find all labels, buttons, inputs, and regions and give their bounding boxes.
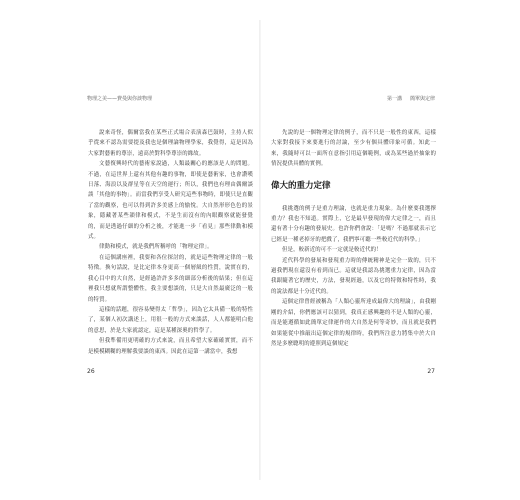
page-number: 26: [87, 368, 95, 375]
body-text: [271, 128, 436, 349]
paragraph: 但我準備用更明確的方式來說，而且希望大家確確實實，而不是模模糊糊的理解我要談的東西。因此在這第一講當中，我想: [88, 338, 253, 355]
paragraph: 文藝復興時代的藝術家說過，人類最關心的應該是人的問題。不過，在這世界上還有其他有趣的事物，即使是藝術家，也會讚嘆日落、海浪以及群星等在天空的運行；所以，我們也有理由偶爾談談「其他的事物」。而當我們享受人研究這些事物時，即使只是直觀了當的觀察，也可以得到許多美感上的愉悅。大自然形形色色的景象，隱藏著某些韻律和模式，不是生而沒有的內眼觀察就能發覺的，而是透過仔細的分析之後，才能進一步「看見」那些律動和模式。: [88, 161, 253, 241]
paragraph: 我挑選的例子是重力理論，也就是重力現象。為什麼要我選擇重力？我也不知道。實際上，它是最早發現的偉大定律之一，而且還有著十分有趣的發展史。也許你們會說：「是嗎？不過那就表示它已經是一種老掉牙的把戲了，我們寧可聽一些較近代的科學。」: [271, 205, 436, 243]
paragraph: 說來奇怪，偶爾當我在某些正式場合表演森巴鼓時，主持人似乎從來不認為需要提及我也是個理論物理學家，我覺得，這是因為大家對藝術的尊崇，遠高於對科學尊崇的緣故。: [88, 130, 253, 157]
right-page: [261, 0, 520, 500]
book-title: 物理之美——費曼與你談物理: [87, 96, 153, 102]
running-head: [87, 96, 152, 102]
paragraph: 律動和模式，就是我們所稱呼的「物理定律」。: [99, 244, 213, 251]
chapter-title: 簡單與定律: [409, 96, 435, 102]
paragraph: 在這個講座裡，我要和各位探討的，就是這些物理定律的一般特徵。換句話說，是比定律本身更高一個層級的性質，說實在的，我心目中的大自然，是經過許許多多的細部分析後的結果；但在這裡我只想就所謂整體性，我主要想談的，只是大自然最廣泛的一般的特質。: [88, 254, 253, 303]
left-page: [0, 0, 259, 500]
running-head: [387, 96, 435, 102]
paragraph: 先說的是一個物理定律的例子，而不只是一般性的東西，這樣大家對我接下來要進行的討論，至少有個具體印象可循。知此一來，我隨時可以一面所在意指引用這個範例，或為某些過於抽象的情況提供具體的實例。: [271, 130, 436, 168]
paragraph: 但是，較新近的可不一定就是較近代的！: [282, 247, 382, 254]
body-text: [88, 128, 253, 357]
paragraph: 近代科學的發展和發現重力時的傳統精神是完全一致的，只不過我們現在還沒有看到而已。這就是我認為挑選重力定律，因為當我跟隨著它的歷史，方法，發現經過，以及它的特徵和特性時，我的說法都是十分近代的。: [271, 257, 436, 295]
chapter-label: 第一講: [386, 96, 402, 102]
paragraph: 這個定律曾經被稱為「人類心靈所達成最偉大的理論」，由我剛剛的介紹，你們應該可以猜到，我真正感興趣的不是人類的心靈，而是能遵循如此簡單定律運作的大自然是何等奇妙，而且就是我們如果能從中推敲出這個定律的規律時，我們所注意力將集中於大自然是多麼聰明的遵照到這個規定: [271, 299, 436, 347]
paragraph: 這樣的話題，很容易變得太「哲學」，因為它太具備一般的特性了，某個人初次講述上，用很一般的方式來談話，人人都能明白他的意思，於是大家就認定，這是某種深奧的哲學了。: [88, 306, 253, 334]
section-heading: 偉大的重力定律: [271, 180, 331, 191]
page-number: 27: [427, 368, 435, 375]
